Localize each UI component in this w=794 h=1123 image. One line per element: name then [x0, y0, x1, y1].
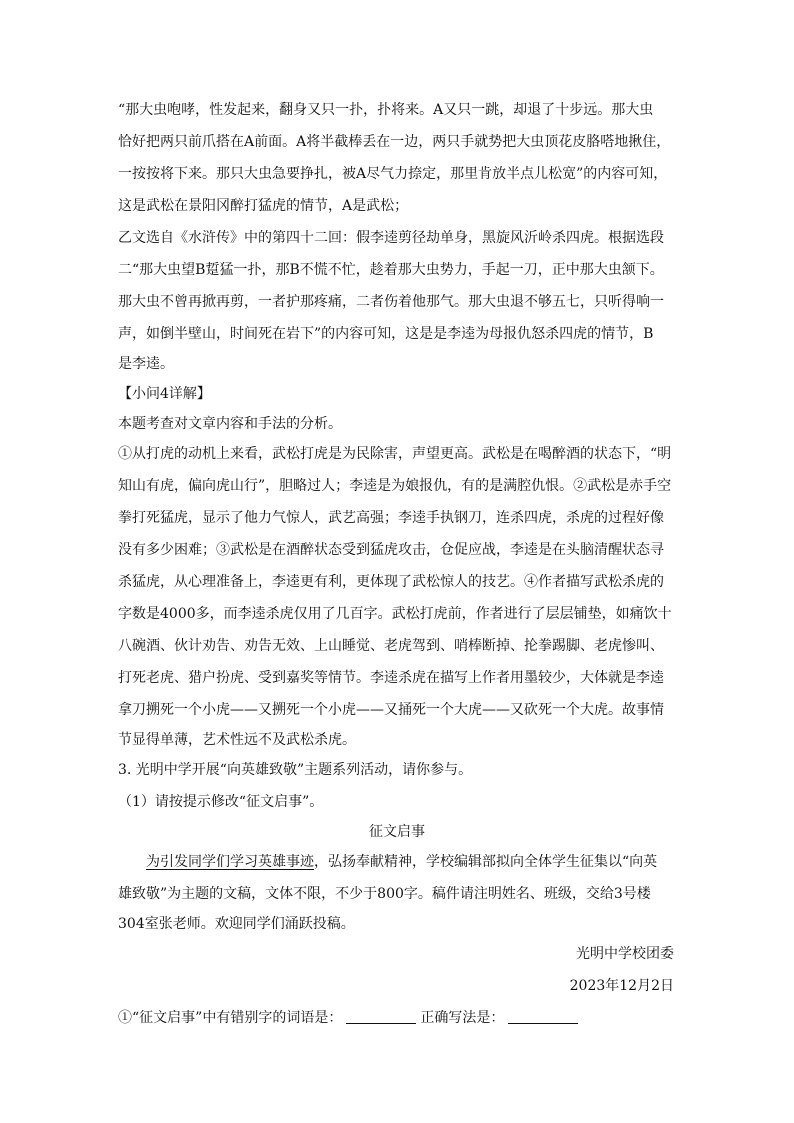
underlined-phrase: 为引发同学们学习英雄事迹: [146, 854, 314, 870]
text-line: 乙文选自《水浒传》中的第四十二回：假李逵剪径劫单身，黑旋风沂岭杀四虎。根据选段: [118, 230, 664, 246]
text-line: 没有多少困难；③武松是在酒醉状态受到猛虎攻击，仓促应战，李逵是在头脑清醒状态寻: [118, 542, 664, 558]
sub-question: （1）请按提示修改“征文启事”。: [118, 794, 324, 810]
text-line: 二“那大虫望B踅猛一扑，那B不慌不忙，趁着那大虫势力，手起一刀，正中那大虫颔下。: [118, 262, 664, 278]
text-line: 这是武松在景阳冈醉打猛虎的情节，A是武松；: [118, 198, 409, 214]
answer-blank-2[interactable]: [508, 1009, 578, 1024]
question-line: [118, 1008, 678, 1028]
notice-line: 304室张老师。欢迎同学们涌跃投稿。: [118, 916, 355, 932]
question-heading: 3. 光明中学开展“向英雄致敬”主题系列活动，请你参与。: [118, 762, 473, 778]
notice-line-rest: ，弘扬奉献精神，学校编辑部拟向全体学生征集以“向英: [314, 854, 658, 870]
text-line: 声，如倒半壁山，时间死在岩下”的内容可知，这是是李逵为母报仇怒杀四虎的情节，B: [118, 326, 654, 342]
notice-line: [146, 852, 678, 872]
text-line: 打死老虎、猎户扮虎、受到嘉奖等情节。李逵杀虎在描写上作者用墨较少，大体就是李逵: [118, 670, 664, 686]
text-line: 拳打死猛虎，显示了他力气惊人，武艺高强；李逵手执钢刀，连杀四虎，杀虎的过程好像: [118, 510, 664, 526]
text-line: 本题考查对文章内容和手法的分析。: [118, 416, 342, 432]
notice-title: 征文启事: [369, 824, 425, 840]
notice-signature: 光明中学校团委: [576, 946, 674, 962]
text-line: 是李逵。: [118, 356, 174, 372]
text-line: 那大虫不曾再掀再剪，一者护那疼痛，二者伤着他那气。那大虫退不够五七，只听得响一: [118, 294, 664, 310]
text-line: 字数是4000多，而李逵杀虎仅用了几百字。武松打虎前，作者进行了层层铺垫，如痛饮十: [118, 606, 672, 622]
notice-date: 2023年12月2日: [569, 978, 674, 994]
answer-blank-1[interactable]: [346, 1009, 416, 1024]
text-line: 一按按将下来。那只大虫急要挣扎，被A尽气力捺定，那里肯放半点儿松宽”的内容可知，: [118, 166, 668, 182]
text-line: 节显得单薄，艺术性远不及武松杀虎。: [118, 732, 356, 748]
text-line: 杀猛虎，从心理准备上，李逵更有利，更体现了武松惊人的技艺。④作者描写武松杀虎的: [118, 574, 664, 590]
text-line: “那大虫咆哮，性发起来，翻身又只一扑，扑将来。A又只一跳，却退了十步远。那大虫: [118, 102, 654, 118]
notice-line: 雄致敬”为主题的文稿，文体不限，不少于800字。稿件请注明姓名、班级，交给3号楼: [118, 886, 651, 902]
text-line: 恰好把两只前爪搭在A前面。A将半截棒丢在一边，两只手就势把大虫顶花皮胳嗒地揪住，: [118, 134, 671, 150]
question-part1: ①“征文启事”中有错别字的词语是：: [118, 1010, 343, 1026]
section-heading: 【小问4详解】: [118, 386, 211, 402]
text-line: 知山有虎，偏向虎山行”，胆略过人；李逵是为娘报仇，有的是满腔仇恨。②武松是赤手空: [118, 478, 672, 494]
text-line: 八碗酒、伙计劝告、劝告无效、上山睡觉、老虎驾到、哨棒断掉、抡拳踢脚、老虎惨叫、: [118, 638, 664, 654]
text-line: 拿刀搠死一个小虎——又搠死一个小虎——又捅死一个大虎——又砍死一个大虎。故事情: [118, 702, 664, 718]
question-part2: 正确写法是：: [420, 1010, 505, 1026]
text-line: ①从打虎的动机上来看，武松打虎是为民除害，声望更高。武松是在喝醉酒的状态下，“明: [118, 446, 672, 462]
